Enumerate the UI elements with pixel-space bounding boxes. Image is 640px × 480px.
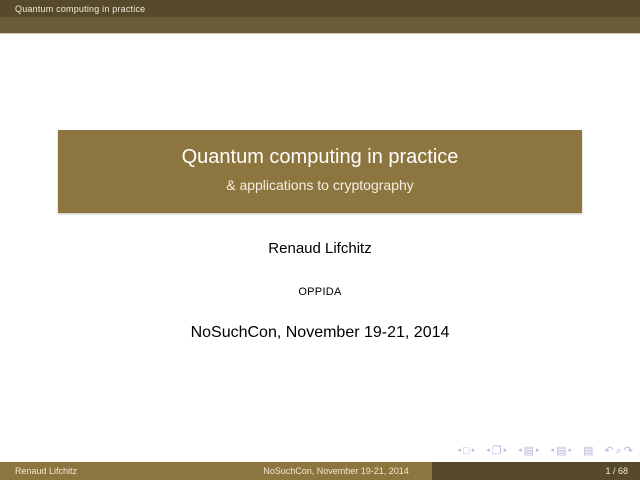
frame-nav-group [485, 444, 508, 458]
prev-frame-icon[interactable]: ◂ [486, 447, 490, 454]
header-bar [0, 0, 640, 17]
slide-nav-group [457, 444, 477, 458]
prev-subsection-icon[interactable]: ◂ [518, 447, 522, 454]
back-icon[interactable]: ↶ [604, 445, 614, 457]
footer-conference: NoSuchCon, November 19-21, 2014 [263, 466, 409, 476]
find-icon[interactable]: ⌕ [615, 445, 622, 457]
next-slide-icon[interactable]: ▸ [471, 447, 476, 454]
author-name: Renaud Lifchitz [268, 240, 372, 257]
subsection-icon[interactable]: ▤ [523, 445, 535, 457]
slide-title: Quantum computing in practice [181, 146, 459, 168]
institute-name: OPPIDA [298, 286, 342, 298]
slide-subtitle: & applications to cryptography [226, 177, 414, 193]
section-icon[interactable]: ▤ [556, 445, 567, 457]
footer-page-number: 1 / 68 [605, 466, 628, 476]
slide-icon[interactable]: □ [463, 445, 470, 457]
next-subsection-icon[interactable]: ▸ [536, 447, 540, 454]
frame-icon[interactable]: ❐ [491, 445, 502, 457]
section-nav-group [550, 444, 573, 458]
foot-line [0, 462, 640, 480]
prev-section-icon[interactable]: ◂ [550, 447, 555, 454]
title-box [58, 130, 582, 213]
next-frame-icon[interactable]: ▸ [503, 447, 508, 454]
prev-slide-icon[interactable]: ◂ [457, 447, 462, 454]
footer-author: Renaud Lifchitz [15, 466, 78, 476]
navigation-bar [448, 444, 634, 458]
header-subbar [0, 17, 640, 34]
conference-date: NoSuchCon, November 19-21, 2014 [190, 324, 450, 341]
appendix-icon[interactable]: ▤ [582, 445, 594, 457]
frame-title: Quantum computing in practice [15, 3, 146, 14]
next-section-icon[interactable]: ▸ [568, 447, 572, 454]
forward-icon[interactable]: ↷ [623, 445, 633, 457]
subsection-nav-group [517, 444, 540, 458]
history-nav-group [603, 444, 634, 458]
appendix-nav-group [582, 444, 594, 458]
